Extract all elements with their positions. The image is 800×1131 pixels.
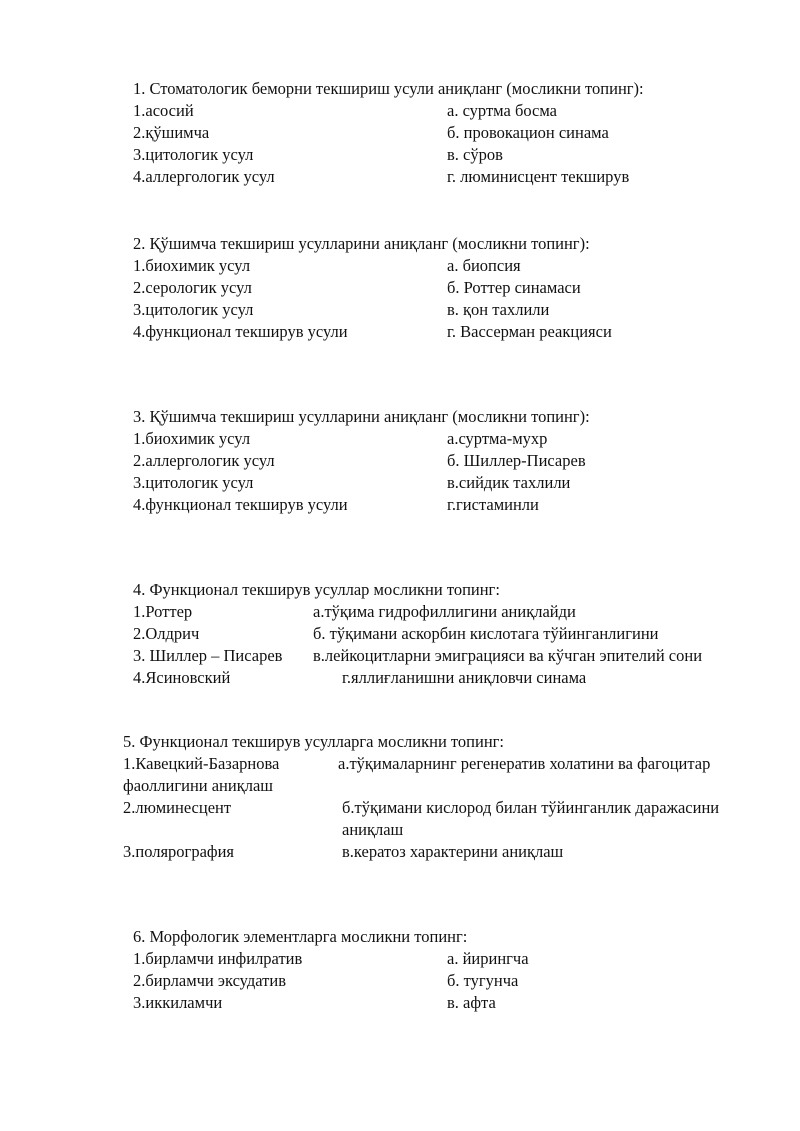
question-1-title: 1. Стоматологик беморни текшириш усули аниқланг (мосликни топинг): xyxy=(133,79,644,98)
q1-right-3: в. сўров xyxy=(447,145,503,164)
q3-left-1: 1.биохимик усул xyxy=(133,429,251,448)
q2-left-3: 3.цитологик усул xyxy=(133,300,254,319)
q3-left-3: 3.цитологик усул xyxy=(133,473,254,492)
q6-left-3: 3.иккиламчи xyxy=(133,993,223,1012)
q1-left-4: 4.аллергологик усул xyxy=(133,167,275,186)
q1-left-3: 3.цитологик усул xyxy=(133,145,254,164)
q2-right-2: б. Роттер синамаси xyxy=(447,278,581,297)
q1-right-2: б. провокацион синама xyxy=(447,123,609,142)
q1-left-2: 2.қўшимча xyxy=(133,123,210,142)
q4-left-3: 3. Шиллер – Писарев xyxy=(133,646,283,665)
question-3-title: 3. Қўшимча текшириш усулларини аниқланг (мосликни топинг): xyxy=(133,407,590,426)
q3-right-2: б. Шиллер-Писарев xyxy=(447,451,586,470)
q5-right-1-continuation: фаоллигини аниқлаш xyxy=(123,776,273,795)
q6-right-2: б. тугунча xyxy=(447,971,519,990)
q4-right-4: г.яллиғланишни аниқловчи синама xyxy=(342,668,587,687)
q6-right-1: а. йирингча xyxy=(447,949,529,968)
q2-left-4: 4.функционал текширув усули xyxy=(133,322,348,341)
q5-left-1: 1.Кавецкий-Базарнова xyxy=(123,754,280,773)
q3-left-2: 2.аллергологик усул xyxy=(133,451,275,470)
q5-right-1: а.тўқималарнинг регенератив холатини ва фагоцитар xyxy=(338,754,711,773)
q5-right-2-continuation: аниқлаш xyxy=(342,820,404,839)
q2-right-1: а. биопсия xyxy=(447,256,521,275)
q6-left-2: 2.бирламчи эксудатив xyxy=(133,971,287,990)
q5-left-2: 2.люминесцент xyxy=(123,798,232,817)
q4-right-1: а.тўқима гидрофиллигини аниқлайди xyxy=(313,602,576,621)
q2-left-1: 1.биохимик усул xyxy=(133,256,251,275)
q2-right-3: в. қон тахлили xyxy=(447,300,550,319)
q6-right-3: в. афта xyxy=(447,993,496,1012)
question-5-title: 5. Функционал текширув усулларга мосликни топинг: xyxy=(123,732,504,751)
question-4-title: 4. Функционал текширув усуллар мосликни топинг: xyxy=(133,580,500,599)
q4-right-2: б. тўқимани аскорбин кислотага тўйинганлигини xyxy=(313,624,659,643)
q1-right-1: а. суртма босма xyxy=(447,101,557,120)
question-6-title: 6. Морфологик элементларга мосликни топинг: xyxy=(133,927,468,946)
q5-right-3: в.кератоз характерини аниқлаш xyxy=(342,842,564,861)
q5-right-2: б.тўқимани кислород билан тўйинганлик даражасини xyxy=(342,798,720,817)
q4-left-1: 1.Роттер xyxy=(133,602,193,621)
question-2-title: 2. Қўшимча текшириш усулларини аниқланг (мосликни топинг): xyxy=(133,234,590,253)
q3-right-3: в.сийдик тахлили xyxy=(447,473,571,492)
q3-left-4: 4.функционал текширув усули xyxy=(133,495,348,514)
q5-left-3: 3.полярография xyxy=(123,842,235,861)
q2-right-4: г. Вассерман реакцияси xyxy=(447,322,612,341)
q3-right-4: г.гистаминли xyxy=(447,495,539,514)
q4-left-2: 2.Олдрич xyxy=(133,624,200,643)
q6-left-1: 1.бирламчи инфилратив xyxy=(133,949,303,968)
q3-right-1: а.суртма-мухр xyxy=(447,429,548,448)
q4-right-3: в.лейкоцитларни эмиграцияси ва кўчган эпителий сони xyxy=(313,646,703,665)
q1-right-4: г. люминисцент текширув xyxy=(447,167,630,186)
q4-left-4: 4.Ясиновский xyxy=(133,668,231,687)
q1-left-1: 1.асосий xyxy=(133,101,194,120)
q2-left-2: 2.серологик усул xyxy=(133,278,252,297)
